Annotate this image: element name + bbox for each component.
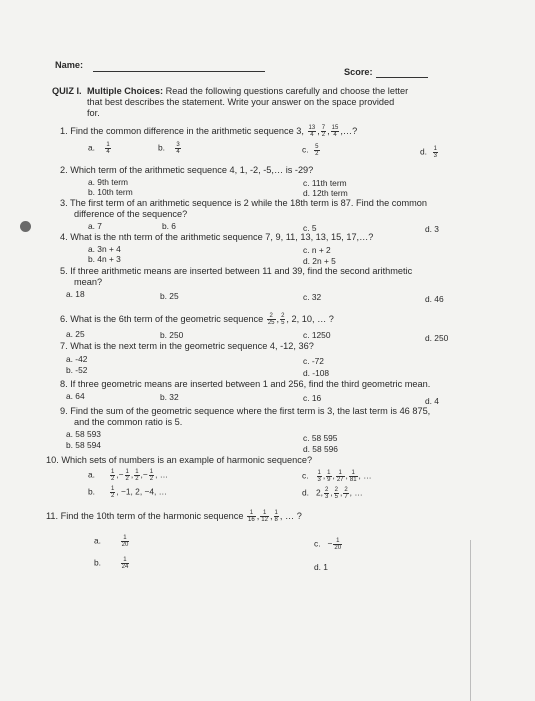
q5-option-d[interactable]: d. 46 <box>425 294 444 304</box>
name-label: Name: <box>55 60 84 70</box>
question-3-line-2: difference of the sequence? <box>74 209 188 219</box>
instructions-text-1: Read the following questions carefully and choose the letter <box>165 86 409 96</box>
q5-option-b[interactable]: b. 25 <box>160 291 179 301</box>
question-1: 1. Find the common difference in the arithmetic sequence 3, $\frac{13}{4}$ , $\frac{7}{2}$ , $\frac{15}{4}$ ,…? <box>60 125 358 138</box>
q1-stem: 1. Find the common difference in the arithmetic sequence 3, <box>60 125 304 136</box>
question-7: 7. What is the next term in the geometric sequence 4, -12, 36? <box>60 341 314 351</box>
fraction: $\frac{1}{8}$ <box>274 510 278 523</box>
q2-option-d[interactable]: d. 12th term <box>303 188 348 198</box>
fraction: $\frac{7}{2}$ <box>321 125 326 138</box>
question-9-line-2: and the common ratio is 5. <box>74 417 183 427</box>
q3-option-a[interactable]: a. 7 <box>88 221 102 231</box>
question-3-line-1: 3. The first term of an arithmetic sequence is 2 while the 18th term is 87. Find the common <box>60 198 427 208</box>
quiz-title: Multiple Choices: <box>87 86 164 96</box>
q9-option-b[interactable]: b. 58 594 <box>66 440 101 450</box>
q10-option-a[interactable]: a. $\frac{1}{2}$ ,− $\frac{1}{2}$ , $\frac{1}{2}$ ,− $\frac{1}{2}$ , … <box>88 469 169 482</box>
q10-option-d[interactable]: d. 2, $\frac{2}{3}$ , $\frac{2}{5}$ , $\frac{2}{7}$ , … <box>302 487 363 500</box>
question-5-line-2: mean? <box>74 277 103 287</box>
q11-stem: 11. Find the 10th term of the harmonic sequence <box>46 510 244 521</box>
question-5-line-1: 5. If three arithmetic means are inserted between 11 and 39, find the second arithmetic <box>60 266 413 276</box>
q1-option-b[interactable]: b. $\frac{3}{4}$ <box>158 142 180 155</box>
q1-option-a[interactable]: a. $\frac{1}{4}$ <box>88 142 110 155</box>
q6-option-a[interactable]: a. 25 <box>66 329 85 339</box>
q8-option-a[interactable]: a. 64 <box>66 391 85 401</box>
fraction: $\frac{13}{4}$ <box>308 125 316 138</box>
page-margin-line <box>470 540 471 701</box>
instructions-line-2: that best describes the statement. Write your answer on the space provided <box>87 97 395 107</box>
q9-option-c[interactable]: c. 58 595 <box>303 433 338 443</box>
q1-option-d[interactable]: d. $\frac{1}{3}$ <box>420 146 437 159</box>
fraction: $\frac{1}{12}$ <box>261 510 268 523</box>
q3-option-b[interactable]: b. 6 <box>162 221 176 231</box>
q7-option-d[interactable]: d. -108 <box>303 368 330 378</box>
fraction: $\frac{15}{4}$ <box>331 125 339 138</box>
question-2: 2. Which term of the arithmetic sequence 4, 1, -2, -5,… is -29? <box>60 165 314 175</box>
instructions-line-1 <box>87 86 408 96</box>
q4-option-c[interactable]: c. n + 2 <box>303 245 331 255</box>
instructions-line-3: for. <box>87 108 100 118</box>
q4-option-b[interactable]: b. 4n + 3 <box>88 254 121 264</box>
q6-option-d[interactable]: d. 250 <box>425 333 449 343</box>
q5-option-a[interactable]: a. 18 <box>66 289 85 299</box>
punch-hole <box>20 221 31 232</box>
q5-option-c[interactable]: c. 32 <box>303 292 322 302</box>
q1-option-c[interactable]: c. $\frac{5}{2}$ <box>302 144 319 157</box>
q11-option-a[interactable]: a. $\frac{1}{20}$ <box>94 535 129 548</box>
q6-stem: 6. What is the 6th term of the geometric sequence <box>60 313 264 324</box>
question-10: 10. Which sets of numbers is an example of harmonic sequence? <box>46 455 313 465</box>
q11-option-c[interactable]: c. − $\frac{1}{20}$ <box>314 538 342 551</box>
q8-option-c[interactable]: c. 16 <box>303 393 322 403</box>
question-9-line-1: 9. Find the sum of the geometric sequence where the first term is 3, the last term is 46 875, <box>60 406 431 416</box>
q2-option-a[interactable]: a. 9th term <box>88 177 129 187</box>
question-8: 8. If three geometric means are inserted between 1 and 256, find the third geometric mean. <box>60 379 431 389</box>
q11-option-b[interactable]: b. $\frac{1}{24}$ <box>94 557 129 570</box>
q10-option-b[interactable]: b. $\frac{1}{2}$ , −1, 2, −4, … <box>88 486 168 499</box>
q6-option-c[interactable]: c. 1250 <box>303 330 331 340</box>
q7-option-a[interactable]: a. -42 <box>66 354 88 364</box>
q8-option-d[interactable]: d. 4 <box>425 396 439 406</box>
q4-option-a[interactable]: a. 3n + 4 <box>88 244 121 254</box>
fraction: $\frac{2}{25}$ <box>267 313 275 326</box>
q2-option-c[interactable]: c. 11th term <box>303 178 347 188</box>
score-field[interactable] <box>376 77 428 78</box>
q9-option-d[interactable]: d. 58 596 <box>303 444 338 454</box>
quiz-label: QUIZ I. <box>52 86 82 96</box>
fraction: $\frac{1}{16}$ <box>248 510 255 523</box>
q2-option-b[interactable]: b. 10th term <box>88 187 133 197</box>
q11-option-d[interactable]: d. 1 <box>314 562 328 572</box>
q9-option-a[interactable]: a. 58 593 <box>66 429 101 439</box>
q10-option-c[interactable]: c. $\frac{1}{3}$ , $\frac{1}{9}$ , $\frac{1}{27}$ , $\frac{1}{81}$ , … <box>302 470 372 483</box>
score-label: Score: <box>344 67 373 77</box>
q7-option-c[interactable]: c. -72 <box>303 356 324 366</box>
question-6: 6. What is the 6th term of the geometric sequence $\frac{2}{25}$ , $\frac{2}{5}$ , 2, 10, … ? <box>60 313 334 326</box>
q3-option-c[interactable]: c. 5 <box>303 223 317 233</box>
q8-option-b[interactable]: b. 32 <box>160 392 179 402</box>
name-field[interactable] <box>93 71 265 72</box>
q4-option-d[interactable]: d. 2n + 5 <box>303 256 336 266</box>
q6-option-b[interactable]: b. 250 <box>160 330 184 340</box>
q3-option-d[interactable]: d. 3 <box>425 224 439 234</box>
fraction: $\frac{2}{5}$ <box>281 313 285 326</box>
question-4: 4. What is the nth term of the arithmetic sequence 7, 9, 11, 13, 13, 15, 17,…? <box>60 232 374 242</box>
question-11: 11. Find the 10th term of the harmonic sequence $\frac{1}{16}$ , $\frac{1}{12}$ , $\frac{1}{8}$ , … ? <box>46 510 302 523</box>
q7-option-b[interactable]: b. -52 <box>66 365 88 375</box>
